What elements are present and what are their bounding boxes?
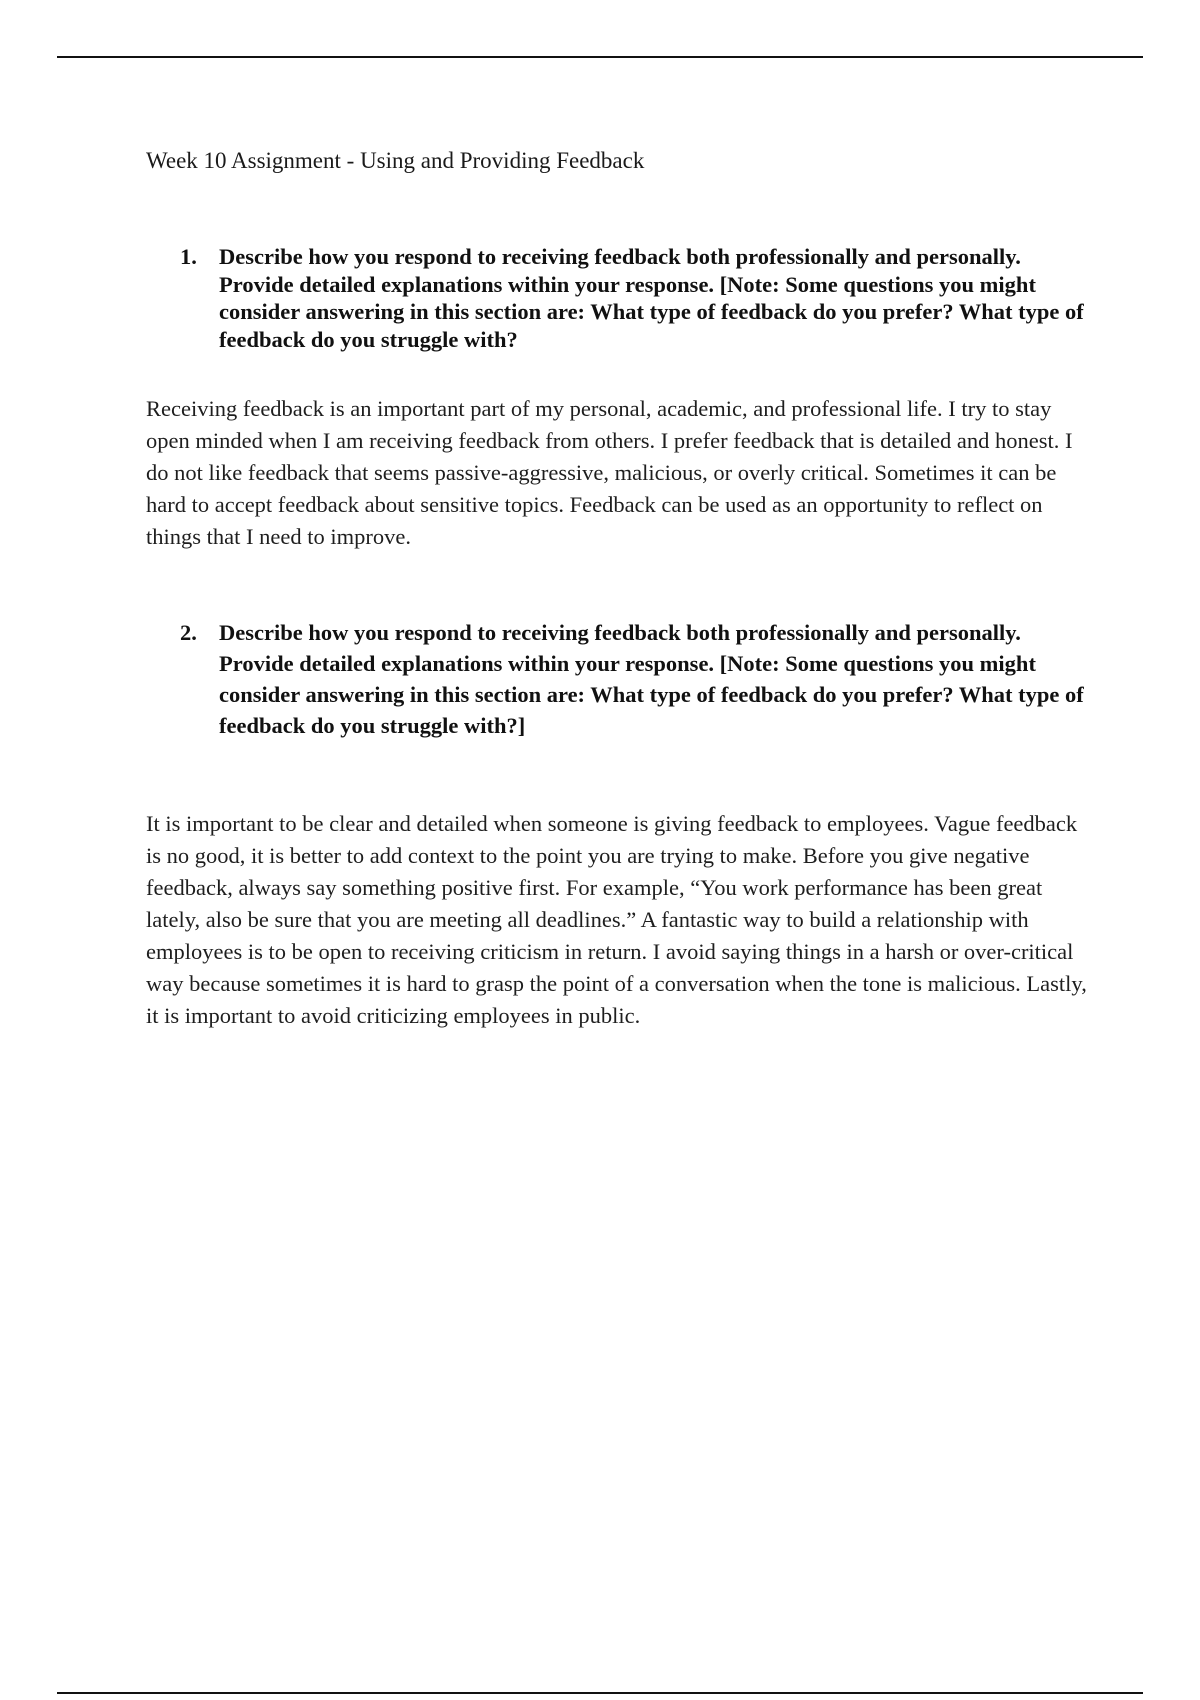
footer-rule xyxy=(57,1692,1143,1694)
document-title: Week 10 Assignment - Using and Providing Feedback xyxy=(146,148,645,173)
question-1-text: Describe how you respond to receiving feedback both professionally and personally. Provide detailed explanations within your response. [Note: Some questions you might consider answering in this section are: What type of feedback do you prefer? What type of feedback do you struggle with? xyxy=(219,244,1084,352)
answer-1: Receiving feedback is an important part of my personal, academic, and professional life. I try to stay open minded when I am receiving feedback from others. I prefer feedback that is detailed and honest. I do not like feedback that seems passive-aggressive, malicious, or overly critical. Sometimes it can be hard to accept feedback about sensitive topics. Feedback can be used as an opportunity to reflect on things that I need to improve. xyxy=(146,396,1073,549)
question-2-number: 2. xyxy=(180,620,197,645)
question-2-text: Describe how you respond to receiving feedback both professionally and personally. Provide detailed explanations within your response. [Note: Some questions you might consider answering in this section are: What type of feedback do you prefer? What type of feedback do you struggle with?] xyxy=(219,620,1084,738)
answer-2: It is important to be clear and detailed when someone is giving feedback to employees. Vague feedback is no good, it is better to add context to the point you are trying to make. Before you give negative feedback, always say something positive first. For example, “You work performance has been great lately, also be sure that you are meeting all deadlines.” A fantastic way to build a relationship with employees is to be open to receiving criticism in return. I avoid saying things in a harsh or over-critical way because sometimes it is hard to grasp the point of a conversation when the tone is malicious. Lastly, it is important to avoid criticizing employees in public. xyxy=(146,811,1087,1028)
header-rule xyxy=(57,56,1143,58)
question-1-number: 1. xyxy=(180,244,197,269)
question-1 xyxy=(146,243,1091,353)
question-2 xyxy=(146,617,1091,741)
